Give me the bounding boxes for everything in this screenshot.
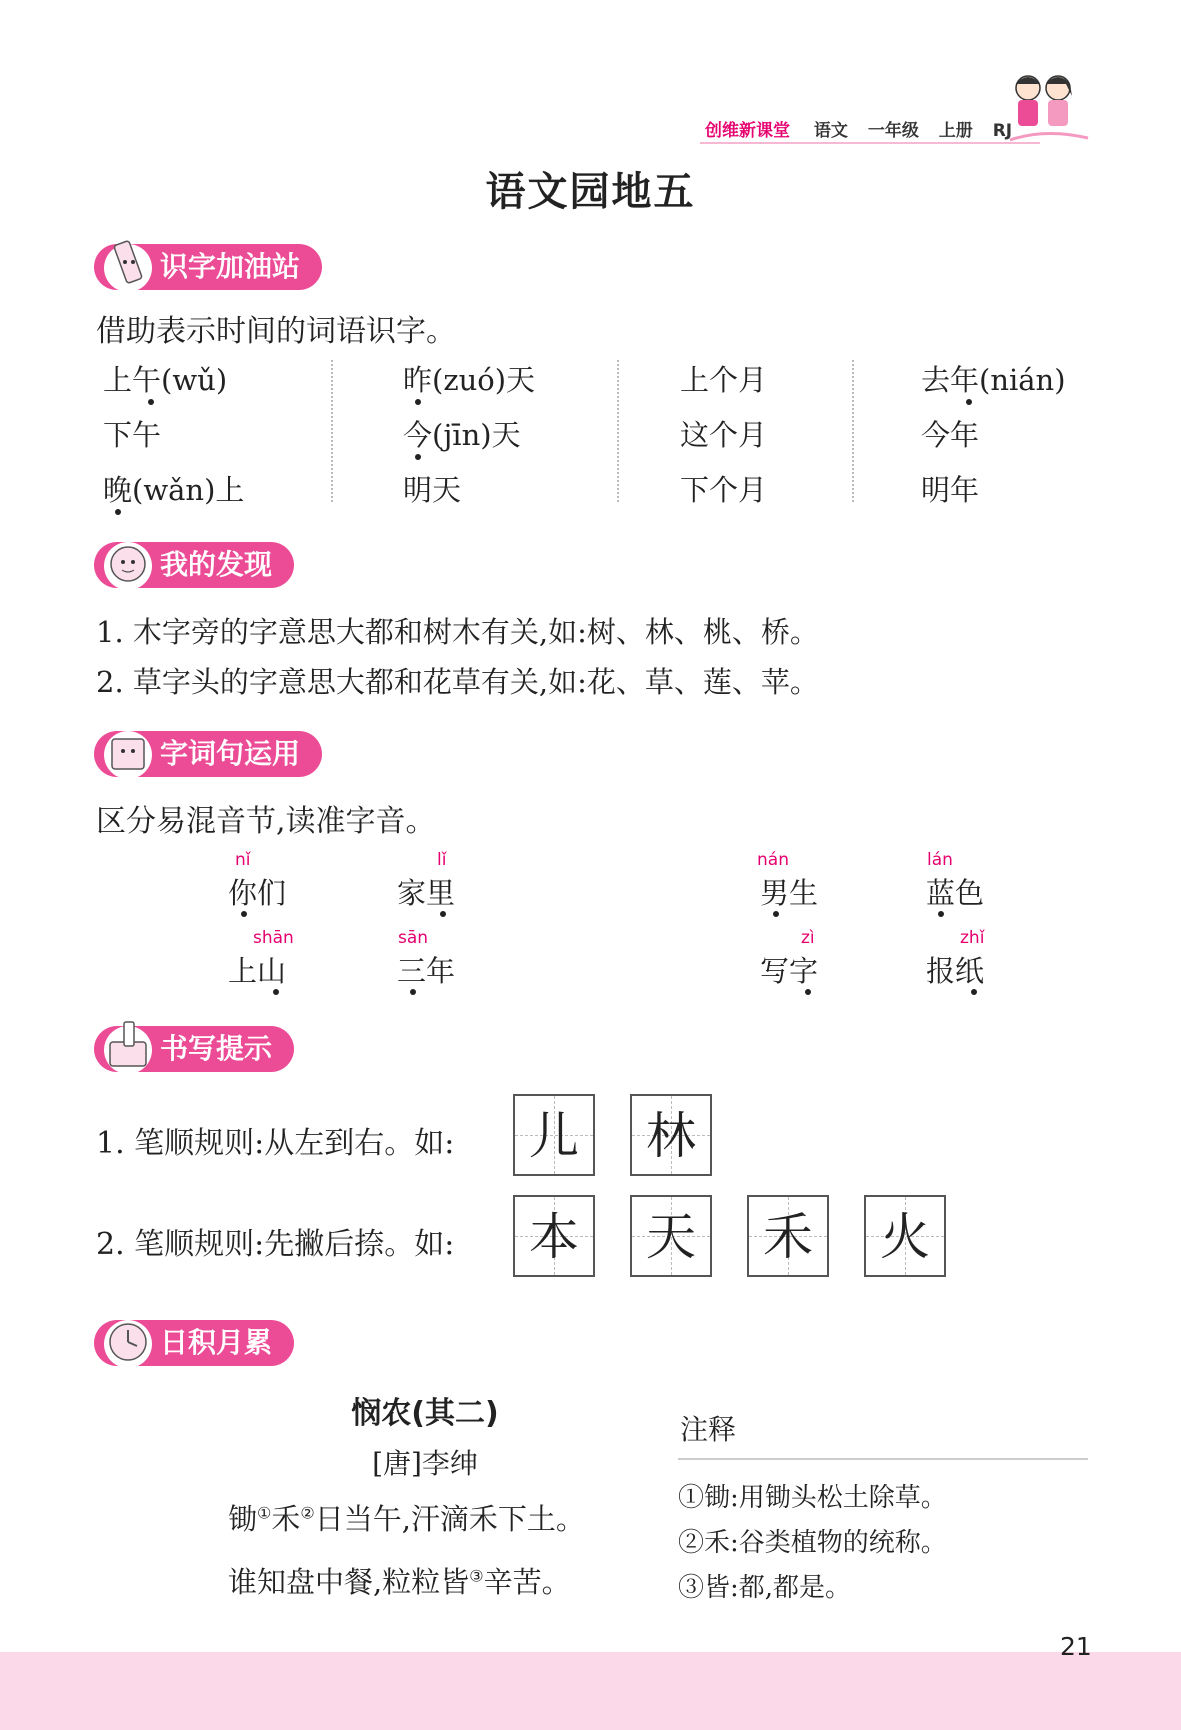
emphasis-dot: [410, 989, 416, 995]
section-pill-writing-tips: [94, 1026, 294, 1072]
note-item: ③皆:都,都是。: [678, 1573, 852, 1603]
word: 蓝色: [926, 876, 985, 910]
section-label: 我的发现: [160, 548, 273, 581]
note-item: ②禾:谷类植物的统称。: [678, 1528, 947, 1558]
word: 上山: [228, 954, 287, 988]
grade: 一年级: [867, 121, 919, 141]
poem-text: 锄: [228, 1502, 258, 1536]
pinyin: nǐ: [235, 850, 251, 870]
stroke-rule: 1. 笔顺规则:从左到右。如:: [96, 1126, 455, 1161]
section-pill-literacy: [94, 244, 322, 290]
footnote-marker: ②: [300, 1503, 315, 1523]
emphasis-dot: [966, 399, 972, 405]
section-pill-word-usage: [94, 731, 322, 777]
writing-mascot-icon: [100, 1016, 156, 1078]
pinyin: lán: [927, 850, 953, 870]
emphasis-dot: [115, 509, 121, 515]
poem-text: 日当午,汗滴禾下土。: [314, 1502, 585, 1536]
example-character: 火: [880, 1208, 930, 1266]
emphasis-dot: [440, 911, 446, 917]
notes-title: 注释: [680, 1413, 737, 1446]
poem-line: [228, 1497, 585, 1538]
footer-band: [0, 1652, 1181, 1730]
brand-name: 创维新课堂: [705, 121, 790, 141]
section-pill-discovery: [94, 542, 294, 588]
discovery-item: 1. 木字旁的字意思大都和树木有关,如:树、林、桃、桥。: [96, 615, 819, 649]
time-word: 下个月: [680, 473, 768, 507]
time-word: 去年(nián): [921, 363, 1066, 397]
time-word: 今年: [921, 418, 980, 452]
edition: RJ: [992, 121, 1013, 141]
book-mascot-icon: [100, 721, 156, 783]
character-box: [513, 1094, 595, 1176]
time-word: 上午(wǔ): [103, 363, 228, 397]
pencil-mascot-icon: [100, 234, 156, 296]
word: 你们: [228, 876, 287, 910]
running-header: [705, 116, 1026, 141]
example-character: 儿: [529, 1107, 579, 1165]
character-box: [630, 1094, 712, 1176]
time-word: 下午: [103, 418, 162, 452]
poem-line: [228, 1560, 571, 1601]
section-label: 日积月累: [160, 1326, 273, 1359]
column-divider: [617, 360, 619, 502]
column-divider: [852, 360, 854, 502]
example-character: 天: [646, 1208, 696, 1266]
emphasis-dot: [773, 911, 779, 917]
pinyin: zì: [801, 928, 815, 948]
word: 男生: [760, 876, 819, 910]
footnote-marker: ③: [469, 1566, 484, 1586]
notes-rule: [678, 1458, 1088, 1460]
emphasis-dot: [241, 911, 247, 917]
section-label: 字词句运用: [160, 737, 301, 770]
character-box: [864, 1195, 946, 1277]
footnote-marker: ①: [257, 1503, 272, 1523]
character-box: [747, 1195, 829, 1277]
discovery-item: 2. 草字头的字意思大都和花草有关,如:花、草、莲、苹。: [96, 665, 819, 699]
example-character: 本: [529, 1208, 579, 1266]
example-character: 林: [646, 1107, 696, 1165]
poem-text: 谁知盘中餐,粒粒皆: [228, 1565, 470, 1599]
word: 家里: [397, 876, 456, 910]
note-item: ①锄:用锄头松土除草。: [678, 1483, 947, 1513]
section-label: 书写提示: [160, 1032, 273, 1065]
time-word: 这个月: [680, 418, 768, 452]
character-box: [513, 1195, 595, 1277]
header-rule: [700, 142, 1040, 144]
globe-mascot-icon: [100, 532, 156, 594]
pinyin: shān: [253, 928, 294, 948]
poem-title: 悯农(其二): [351, 1396, 499, 1431]
character-box: [630, 1195, 712, 1277]
time-word: 明天: [403, 473, 462, 507]
time-word: 明年: [921, 473, 980, 507]
word: 三年: [397, 954, 456, 988]
column-divider: [331, 360, 333, 502]
emphasis-dot: [415, 399, 421, 405]
volume: 上册: [938, 121, 973, 141]
section-label: 识字加油站: [160, 250, 301, 283]
emphasis-dot: [273, 989, 279, 995]
page-title: 语文园地五: [485, 169, 696, 215]
pinyin: lǐ: [437, 850, 447, 870]
example-character: 禾: [763, 1208, 813, 1266]
poem-author: [唐]李绅: [372, 1447, 478, 1480]
emphasis-dot: [148, 399, 154, 405]
pinyin: sān: [398, 928, 429, 948]
section-intro: 区分易混音节,读准字音。: [96, 804, 436, 839]
section-intro: 借助表示时间的词语识字。: [96, 314, 456, 349]
emphasis-dot: [938, 911, 944, 917]
pinyin: nán: [757, 850, 789, 870]
subject: 语文: [813, 121, 848, 141]
poem-text: 辛苦。: [483, 1565, 571, 1599]
time-word: 今(jīn)天: [403, 418, 521, 452]
word: 写字: [760, 954, 819, 988]
stroke-rule: 2. 笔顺规则:先撇后捺。如:: [96, 1227, 455, 1262]
pinyin: zhǐ: [960, 928, 985, 948]
time-word: 昨(zuó)天: [403, 363, 536, 397]
emphasis-dot: [805, 989, 811, 995]
section-pill-accumulation: [94, 1320, 294, 1366]
page-number: 21: [1060, 1632, 1092, 1661]
clock-mascot-icon: [100, 1310, 156, 1372]
emphasis-dot: [415, 454, 421, 460]
time-word: 上个月: [680, 363, 768, 397]
time-word: 晚(wǎn)上: [103, 473, 245, 507]
poem-text: 禾: [271, 1502, 301, 1536]
word: 报纸: [926, 954, 985, 988]
emphasis-dot: [971, 989, 977, 995]
